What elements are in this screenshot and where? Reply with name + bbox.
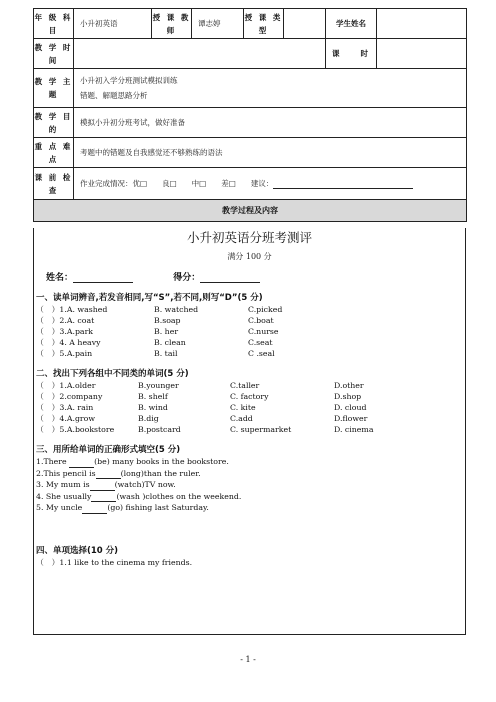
- goal-value: 模拟小升初分班考试，做好准备: [74, 108, 467, 138]
- option-c: C .seal: [248, 349, 275, 358]
- option-d: D. cinema: [334, 425, 374, 434]
- fill-suffix: (watch)TV now.: [114, 480, 176, 489]
- option-b: B.postcard: [138, 425, 181, 434]
- score-label: 得分：: [173, 273, 201, 283]
- question-row: [34, 402, 465, 413]
- answer-blank: [91, 493, 116, 502]
- question-row: [34, 424, 465, 435]
- option-c: C.boat: [248, 316, 274, 325]
- fill-prefix: 2.This pencil is: [36, 468, 96, 478]
- fill-suffix: (long)than the ruler.: [120, 468, 201, 478]
- section1-heading: 一、读单词辨音,若发音相同,写“S”,若不同,则写“D”(5 分): [36, 293, 263, 303]
- answer-blank: [69, 459, 94, 468]
- theme-value: [74, 69, 467, 108]
- option-a: （ ）3.A.park: [36, 327, 94, 336]
- option-b: B. shelf: [138, 392, 168, 401]
- answer-blank: [96, 470, 121, 479]
- option-a: （ ）5.A.pain: [36, 349, 93, 358]
- option-d: D.shop: [334, 392, 362, 401]
- option-a: （ ）5.A.bookstore: [36, 425, 115, 434]
- option-b: B. her: [154, 327, 179, 336]
- time-label: 教 学 时 间: [34, 39, 74, 69]
- document-page: [33, 8, 466, 635]
- theme-line-1: 小升初入学分班测试模拟训练: [80, 76, 178, 85]
- option-c: C.add: [230, 414, 253, 423]
- option-c: C.nurse: [248, 327, 279, 336]
- option-d: D.flower: [334, 414, 368, 423]
- section4-heading: 四、单项选择(10 分): [36, 545, 119, 556]
- full-score: 满分 100 分: [227, 252, 272, 261]
- fill-prefix: 5. My uncle: [36, 503, 83, 512]
- option-b: B.younger: [138, 381, 179, 390]
- fill-row: [34, 468, 465, 480]
- grade-label: 年 级 科 目: [34, 9, 74, 39]
- fill-row: [34, 491, 465, 503]
- option-d: D. cloud: [334, 403, 367, 412]
- fill-prefix: 3. My mum is: [36, 480, 90, 489]
- option-c: C. factory: [230, 392, 269, 401]
- option-b: B. clean: [154, 338, 186, 347]
- student-name-label: 学生姓名: [326, 9, 377, 39]
- option-a: （ ）1.A.older: [36, 381, 96, 390]
- question-text: （ ）1.1 like to the cinema my friends.: [36, 557, 193, 567]
- option-a: （ ）3.A. rain: [36, 403, 94, 412]
- exam-title: 小升初英语分班考测评: [186, 230, 312, 245]
- name-label: 姓名：: [46, 273, 74, 283]
- name-blank: [73, 273, 133, 283]
- question-row: [34, 391, 465, 402]
- question-row: [34, 326, 465, 337]
- pre-class-check-label: 课 前 检 查: [34, 168, 74, 200]
- option-b: B. watched: [154, 305, 199, 314]
- answer-blank: [90, 482, 115, 491]
- answer-blank: [82, 505, 107, 514]
- option-b: B. tail: [154, 349, 178, 358]
- teacher-label: 授 课 教 师: [152, 9, 192, 39]
- question-row: [34, 380, 465, 391]
- fill-suffix: (be) many books in the bookstore.: [94, 457, 229, 466]
- key-points-value: 考题中的错题及自我感觉还不够熟练的语法: [74, 138, 467, 168]
- fill-suffix: (go) fishing last Saturday.: [107, 503, 209, 512]
- fill-prefix: 1.There: [36, 457, 70, 466]
- option-b: B. wind: [138, 403, 168, 412]
- suggestion-blank: [273, 179, 413, 189]
- option-c: C.taller: [230, 381, 260, 390]
- fill-row: [34, 479, 465, 491]
- option-a: （ ）2.A. coat: [36, 316, 95, 325]
- option-c: C. kite: [230, 403, 256, 412]
- question-row: [34, 315, 465, 326]
- fill-prefix: 4. She usually: [36, 491, 92, 501]
- teacher-value: 谭志婷: [192, 9, 244, 39]
- question-row: [34, 413, 465, 424]
- option-c: C.picked: [248, 305, 283, 314]
- section2-heading: 二、找出下列各组中不同类的单词(5 分): [36, 369, 189, 379]
- period-label: 课 时: [326, 39, 377, 69]
- section1-list: [34, 304, 465, 359]
- option-b: B.dig: [138, 414, 159, 423]
- section2-list: [34, 380, 465, 435]
- option-a: （ ）4.A.grow: [36, 414, 96, 423]
- option-b: B.soap: [154, 316, 181, 325]
- section3-list: [34, 456, 465, 514]
- time-value: [74, 39, 326, 69]
- goal-label: 教 学 目 的: [34, 108, 74, 138]
- question-row: [34, 348, 465, 359]
- question-row: [34, 304, 465, 315]
- homework-status: 作业完成情况：优□ 良□ 中□ 差□ 建议：: [80, 179, 274, 188]
- name-score-row: [34, 270, 465, 283]
- class-type-label: 授 课 类 型: [244, 9, 284, 39]
- option-a: （ ）1.A. washed: [36, 305, 108, 314]
- class-type-value: [284, 9, 326, 39]
- lesson-content: [33, 228, 466, 635]
- key-points-label: 重 点 难 点: [34, 138, 74, 168]
- section4-question: [34, 557, 465, 568]
- option-d: D.other: [334, 381, 364, 390]
- option-a: （ ）2.company: [36, 392, 103, 401]
- option-c: C.seat: [248, 338, 273, 347]
- period-value: [377, 39, 467, 69]
- page-number: - 1 -: [240, 655, 256, 664]
- section3-heading: 三、用所给单词的正确形式填空(5 分): [36, 445, 181, 455]
- score-blank: [200, 273, 260, 283]
- fill-row: [34, 456, 465, 468]
- question-row: [34, 337, 465, 348]
- student-name-value: [377, 9, 467, 39]
- theme-label: 教 学 主 题: [34, 69, 74, 108]
- fill-row: [34, 502, 465, 514]
- process-heading: 教学过程及内容: [34, 200, 467, 222]
- option-a: （ ）4. A heavy: [36, 338, 101, 347]
- fill-suffix: (wash )clothes on the weekend.: [116, 491, 242, 501]
- grade-value: 小升初英语: [74, 9, 152, 39]
- theme-line-2: 错题、解题思路分析: [80, 91, 148, 100]
- option-c: C. supermarket: [230, 425, 292, 434]
- pre-class-check-value: [74, 168, 467, 200]
- lesson-header-table: [33, 8, 467, 222]
